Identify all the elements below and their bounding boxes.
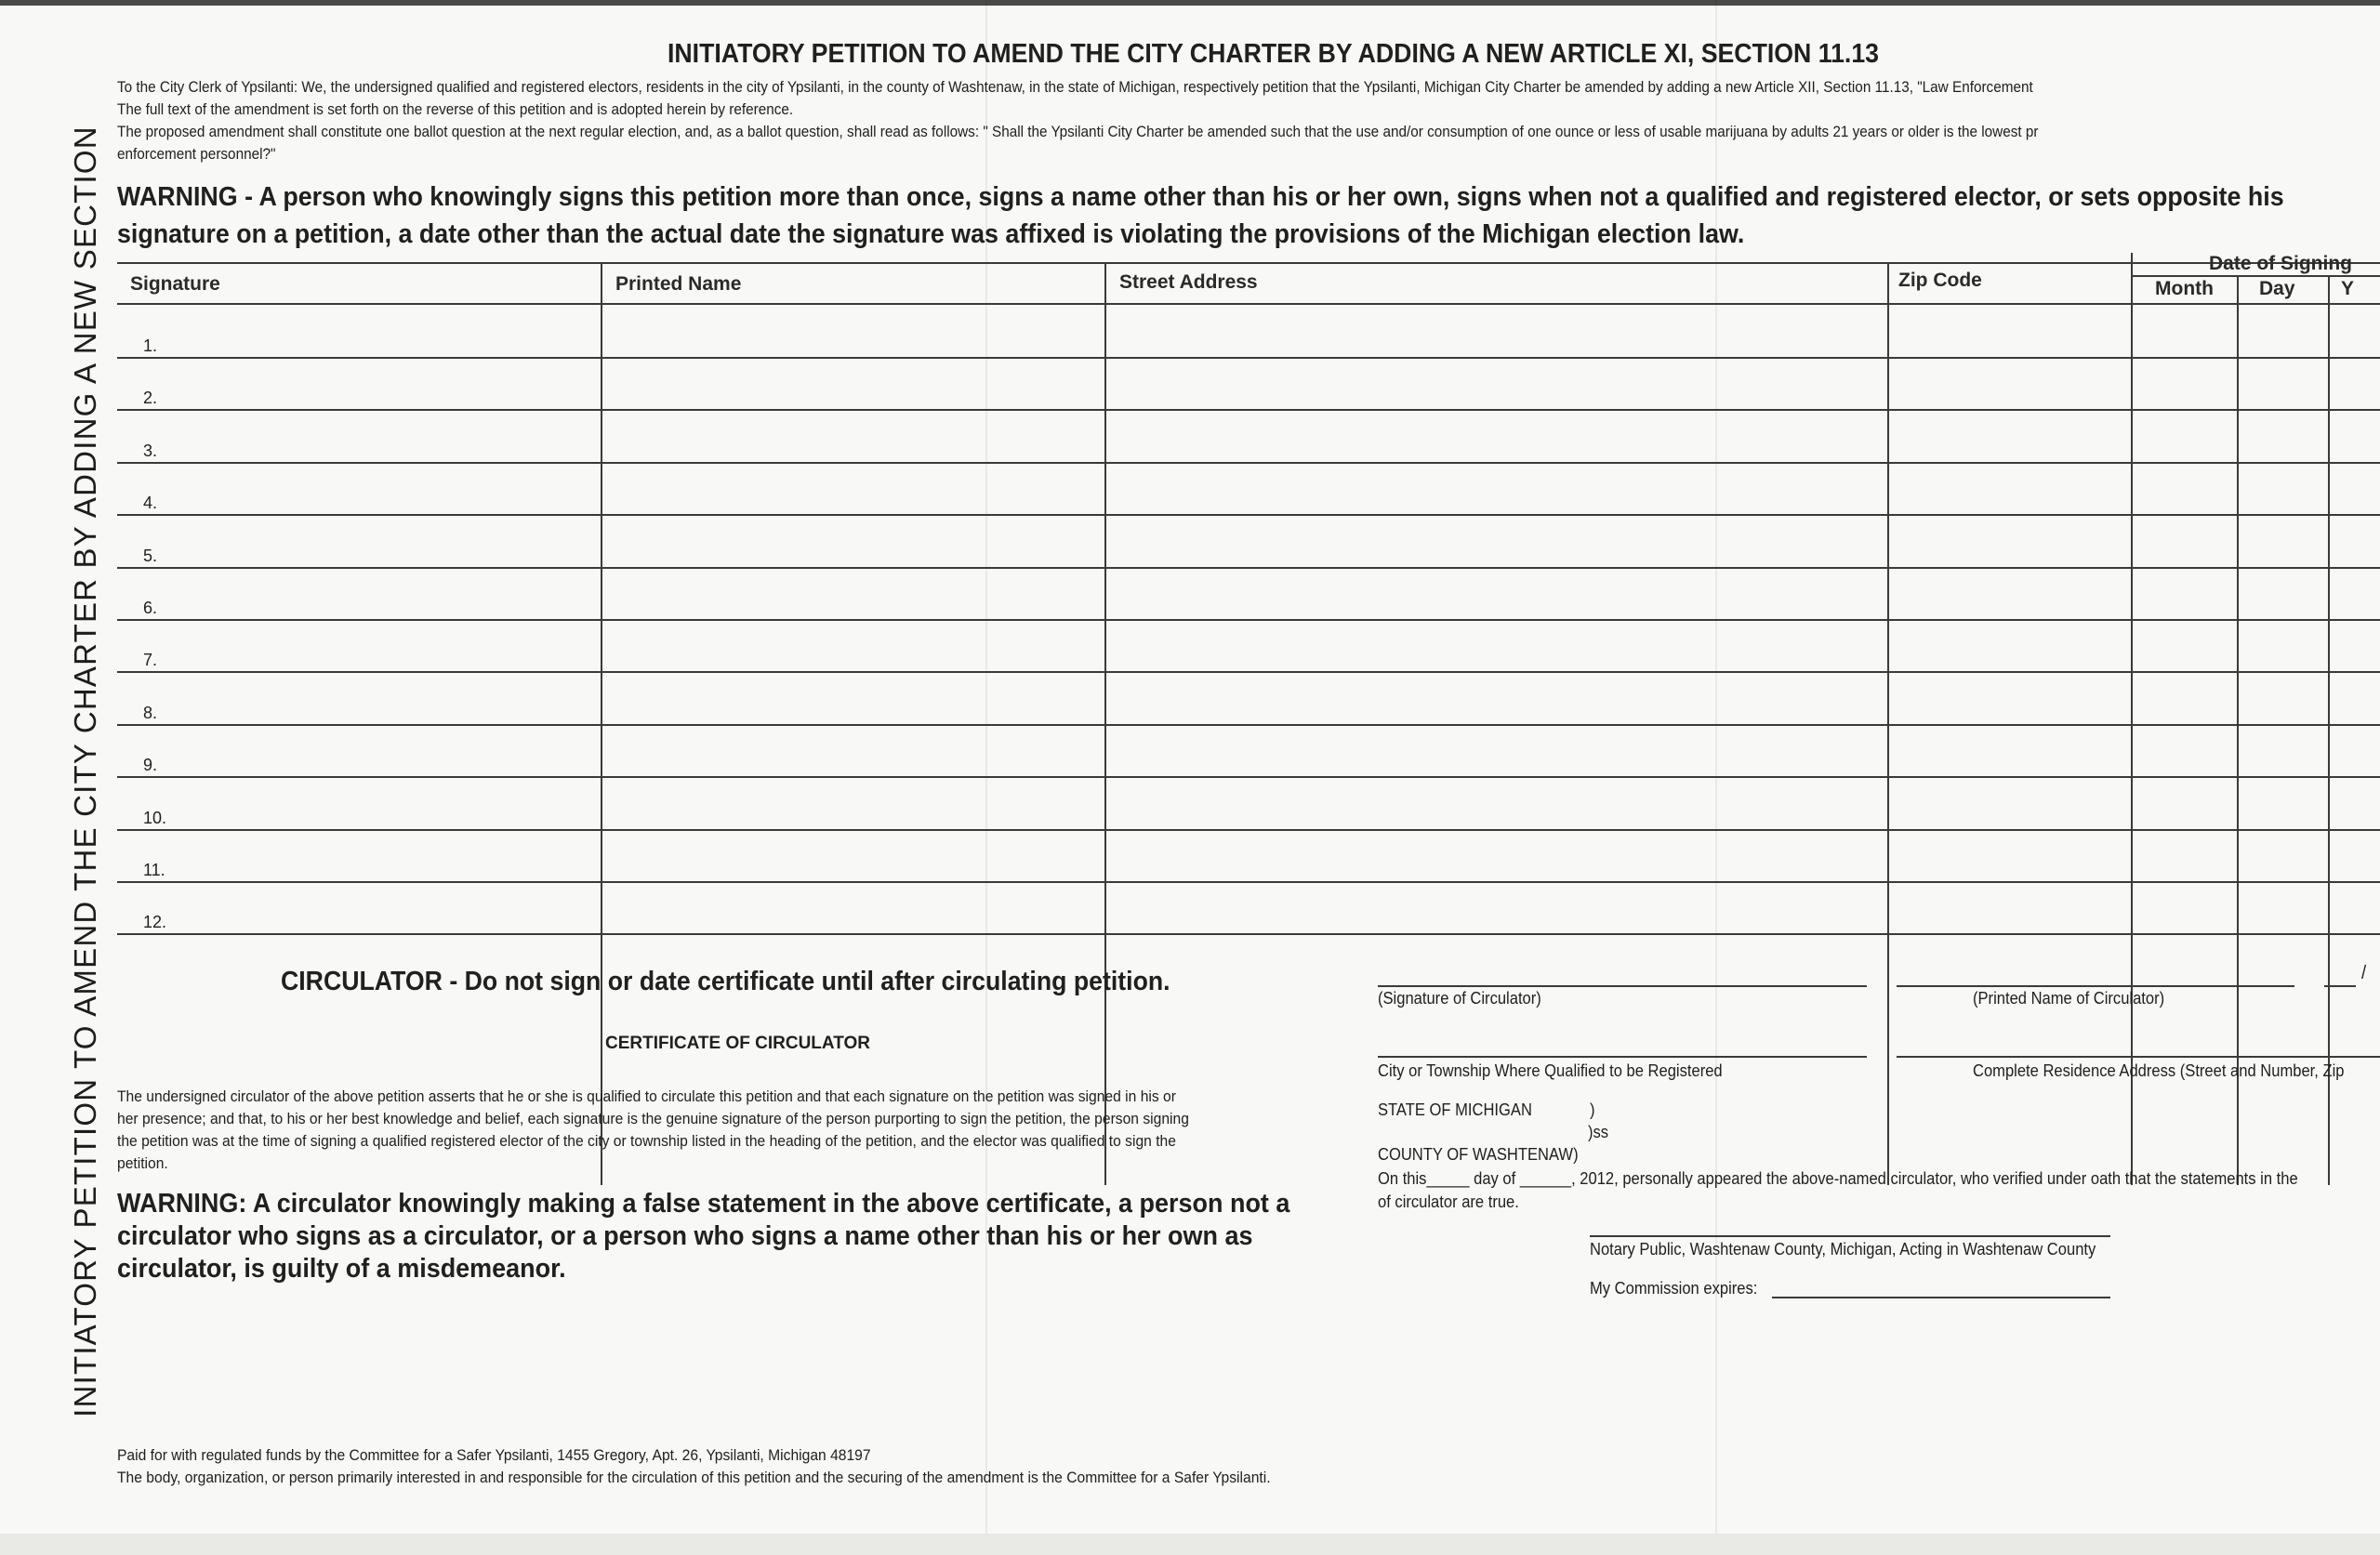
side-title: INITIATORY PETITION TO AMEND THE CITY CHARTER BY ADDING A NEW SECTION	[68, 125, 102, 1417]
col-header-day: Day	[2259, 278, 2295, 299]
table-row[interactable]	[117, 462, 2380, 464]
state-paren: )	[1590, 1100, 1595, 1119]
circulator-signature-line[interactable]	[1378, 985, 1867, 987]
notary-label: Notary Public, Washtenaw County, Michigan, Acting in Washtenaw County	[1590, 1240, 2096, 1258]
column-divider	[2131, 253, 2133, 1185]
residence-address-line[interactable]	[1897, 1056, 2380, 1058]
row-number: 1.	[143, 336, 158, 355]
col-header-year: Y	[2341, 278, 2355, 299]
warning-line: WARNING: A circulator knowingly making a false statement in the above certificate, a person not a	[117, 1189, 1290, 1219]
table-row[interactable]	[117, 881, 2380, 883]
column-divider	[2237, 275, 2239, 1185]
commission-expires-line[interactable]	[1772, 1297, 2110, 1298]
city-township-line[interactable]	[1378, 1056, 1867, 1058]
footer	[117, 1444, 1370, 1489]
certificate-line: petition.	[117, 1154, 168, 1172]
intro-line: The proposed amendment shall constitute one ballot question at the next regular election, and, as a ballot question, shall read as follows: " Shall the Ypsilanti City Charter be amended such that the use and/or consumption of one ounce or less of usable marijuana by adults 21 years or older is the lowest pr	[117, 123, 2039, 140]
certificate-line: the petition was at the time of signing a qualified registered elector of the city or township listed in the heading of the petition, and the elector was qualified to sign the	[117, 1132, 1176, 1150]
signature-table	[117, 253, 2380, 934]
row-number: 4.	[143, 494, 158, 512]
row-number: 3.	[143, 441, 158, 460]
col-header-printed-name: Printed Name	[615, 273, 742, 295]
elector-warning	[117, 178, 2380, 253]
footer-line: Paid for with regulated funds by the Committee for a Safer Ypsilanti, 1455 Gregory, Apt. 26, Ypsilanti, Michigan 48197	[117, 1446, 871, 1464]
warning-line: circulator, is guilty of a misdemeanor.	[117, 1254, 566, 1284]
commission-label: My Commission expires:	[1590, 1279, 1758, 1298]
column-divider	[2328, 275, 2330, 1185]
col-header-date-of-signing: Date of Signing	[2209, 253, 2352, 274]
circulator-printed-name-line[interactable]	[1897, 985, 2294, 987]
ss-label: )ss	[1588, 1123, 1609, 1141]
row-number: 9.	[143, 756, 158, 774]
table-top-border	[117, 262, 2380, 264]
date-slash: /	[2361, 963, 2367, 983]
table-row[interactable]	[117, 619, 2380, 621]
col-header-zip-code: Zip Code	[1898, 270, 1982, 291]
certificate-title: CERTIFICATE OF CIRCULATOR	[605, 1034, 870, 1053]
circulator-heading: CIRCULATOR - Do not sign or date certificate until after circulating petition.	[281, 967, 1170, 996]
row-number: 2.	[143, 389, 158, 407]
row-number: 6.	[143, 599, 158, 617]
scan-bottom-edge	[0, 1534, 2380, 1555]
date-subheader-border	[2131, 275, 2380, 277]
table-row[interactable]	[117, 829, 2380, 831]
footer-line: The body, organization, or person primarily interested in and responsible for the circulation of this petition and the securing of the amendment is the Committee for a Safer Ypsilanti.	[117, 1469, 1271, 1486]
warning-line: circulator who signs as a circulator, or a person who signs a name other than his or her own as	[117, 1221, 1253, 1251]
table-row[interactable]	[117, 409, 2380, 411]
table-row[interactable]	[117, 776, 2380, 778]
row-number: 5.	[143, 547, 158, 565]
intro-line: enforcement personnel?"	[117, 145, 276, 163]
certificate-line: her presence; and that, to his or her best knowledge and belief, each signature is the genuine signature of the person purporting to sign the petition, the person signing	[117, 1110, 1189, 1127]
row-number: 8.	[143, 704, 158, 722]
warning-line: WARNING - A person who knowingly signs this petition more than once, signs a name other than his or her own, signs when not a qualified and registered elector, or sets opposite his	[117, 182, 2284, 212]
table-row[interactable]	[117, 567, 2380, 569]
certificate-body	[117, 1086, 1354, 1175]
city-township-label: City or Township Where Qualified to be Registered	[1378, 1061, 1723, 1080]
row-number: 7.	[143, 651, 158, 669]
circulator-date-line[interactable]	[2324, 985, 2356, 987]
row-number: 11.	[143, 861, 165, 879]
table-row[interactable]	[117, 514, 2380, 516]
col-header-signature: Signature	[130, 273, 220, 295]
table-row[interactable]	[117, 724, 2380, 726]
circulator-warning	[117, 1188, 1378, 1285]
county-label: COUNTY OF WASHTENAW)	[1378, 1145, 1579, 1164]
table-row[interactable]	[117, 357, 2380, 359]
col-header-month: Month	[2155, 278, 2214, 299]
row-number: 10.	[143, 809, 167, 827]
page-title: INITIATORY PETITION TO AMEND THE CITY CHARTER BY ADDING A NEW ARTICLE XI, SECTION 11.13	[668, 39, 1880, 69]
oath-line: of circulator are true.	[1378, 1193, 1519, 1211]
table-header-border	[117, 303, 2380, 305]
oath-line: On this_____ day of ______, 2012, personally appeared the above-named circulator, who verified under oath that the statements in the	[1378, 1169, 2298, 1188]
circulator-signature-label: (Signature of Circulator)	[1378, 989, 1541, 1008]
warning-line: signature on a petition, a date other than the actual date the signature was affixed is violating the provisions of the Michigan election law.	[117, 219, 1745, 249]
state-label: STATE OF MICHIGAN	[1378, 1100, 1532, 1119]
certificate-line: The undersigned circulator of the above petition asserts that he or she is qualified to circulate this petition and that each signature on the petition was signed in his or	[117, 1087, 1176, 1105]
intro-line: To the City Clerk of Ypsilanti: We, the undersigned qualified and registered electors, residents in the city of Ypsilanti, in the county of Washtenaw, in the state of Michigan, respectively petition that the Ypsilanti, Michigan City Charter be amended by adding a new Article XII, Section 11.13, "Law Enforcement	[117, 78, 2033, 96]
scan-top-edge	[0, 0, 2380, 6]
table-row[interactable]	[117, 933, 2380, 935]
row-number: 12.	[143, 913, 167, 931]
petition-intro	[117, 76, 2380, 165]
col-header-street-address: Street Address	[1119, 271, 1258, 293]
circulator-printed-name-label: (Printed Name of Circulator)	[1973, 989, 2165, 1008]
residence-address-label: Complete Residence Address (Street and Number, Zip	[1973, 1061, 2345, 1080]
table-row[interactable]	[117, 671, 2380, 673]
notary-signature-line[interactable]	[1590, 1235, 2110, 1237]
intro-line: The full text of the amendment is set forth on the reverse of this petition and is adopted herein by reference.	[117, 100, 794, 118]
